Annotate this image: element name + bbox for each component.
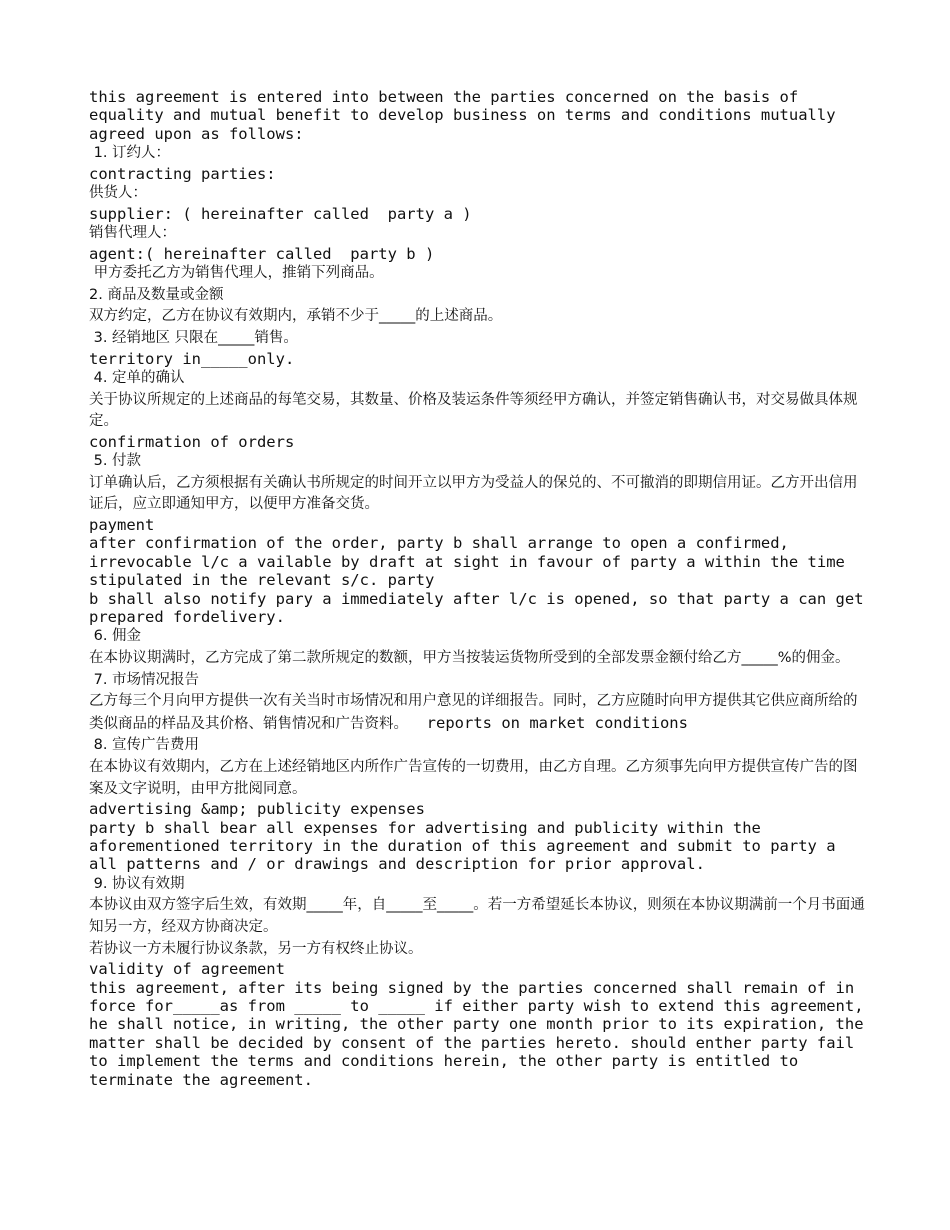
section-1-english-title: contracting parties: — [89, 164, 276, 183]
section-9-english-body: this agreement, after its being signed by the parties concerned shall remain of in force for_____as from _____ to _____ if either party wish to extend this agreement, he shall notice, in writing, the other party one month prior to its expiration, the matter shall be decided by consent of the parties hereto. should enther party fail to implement the terms and conditions herein, the other party is entitled to terminate the agreement. — [89, 978, 873, 1089]
agent-label-cn: 销售代理人： — [89, 225, 176, 242]
section-4-english-title: confirmation of orders — [89, 432, 295, 451]
section-4-heading: 4. 定单的确认 — [89, 370, 185, 386]
section-3-english: territory in_____only. — [89, 349, 295, 368]
section-9-body-2: 若协议一方未履行协议条款，另一方有权终止协议。 — [89, 940, 423, 957]
section-6-heading: 6. 佣金 — [89, 628, 142, 645]
section-5-english-body-2: b shall also notify pary a immediately after l/c is opened, so that party a can get prepared fordelivery. — [89, 589, 873, 626]
intro-paragraph: this agreement is entered into between the parties concerned on the basis of equality and mutual benefit to develop business on terms and conditions mutually agreed upon as follows: — [89, 88, 845, 143]
section-4-body: 关于协议所规定的上述商品的每笔交易，其数量、价格及装运条件等须经甲方确认，并签定销售确认书，对交易做具体规定。 — [89, 391, 858, 430]
section-5-body: 订单确认后，乙方须根据有关确认书所规定的时间开立以甲方为受益人的保兑的、不可撤消的即期信用证。乙方开出信用证后，应立即通知甲方，以便甲方准备交货。 — [89, 474, 858, 513]
section-8-english-body: party b shall bear all expenses for advertising and publicity within the aforementioned territory in the duration of this agreement and submit to party a all patterns and / or drawings and description for prior approval. — [89, 818, 845, 874]
section-9-english-title: validity of agreement — [89, 960, 285, 979]
section-7-body: 乙方每三个月向甲方提供一次有关当时市场情况和用户意见的详细报告。同时，乙方应随时向甲方提供其它供应商所给的类似商品的样品及其价格、销售情况和广告资料。 — [89, 693, 858, 732]
supplier-label-en: supplier: ( hereinafter called party a ) — [89, 204, 472, 223]
section-2-heading: 2. 商品及数量或金额 — [89, 286, 224, 303]
section-7-heading: 7. 市场情况报告 — [89, 671, 200, 688]
section-7-paragraph — [89, 691, 869, 735]
section-1-heading: 1. 订约人： — [89, 145, 171, 162]
section-3-heading: 3. 经销地区 只限在_____销售。 — [89, 330, 298, 346]
supplier-label-cn: 供货人： — [89, 185, 147, 202]
section-9-heading: 9. 协议有效期 — [89, 875, 185, 892]
section-8-english-title: advertising &amp; publicity expenses — [89, 800, 425, 819]
section-7-english-title: reports on market conditions — [408, 713, 688, 732]
agent-label-en: agent:( hereinafter called party b ) — [89, 244, 435, 263]
section-8-heading: 8. 宣传广告费用 — [89, 737, 200, 754]
section-9-body: 本协议由双方签字后生效，有效期_____年，自_____至_____。若一方希望延长本协议，则须在本协议期满前一个月书面通知另一方，经双方协商决定。 — [89, 897, 865, 935]
section-5-english-body-1: after confirmation of the order, party b shall arrange to open a confirmed, irrevocable l/c a vailable by draft at sight in favour of party a within the time stipulated in the relevant s/c. party — [89, 534, 855, 590]
section-1-note: 甲方委托乙方为销售代理人，推销下列商品。 — [89, 265, 384, 282]
section-2-body: 双方约定，乙方在协议有效期内，承销不少于_____的上述商品。 — [89, 308, 503, 325]
section-5-heading: 5. 付款 — [89, 453, 142, 470]
agreement-document — [89, 88, 873, 1089]
section-5-english-title: payment — [89, 515, 155, 534]
section-8-body: 在本协议有效期内，乙方在上述经销地区内所作广告宣传的一切费用，由乙方自理。乙方须事先向甲方提供宣传广告的图案及文字说明，由甲方批阅同意。 — [89, 758, 858, 797]
section-6-body: 在本协议期满时，乙方完成了第二款所规定的数额，甲方当按装运货物所受到的全部发票金额付给乙方_____%的佣金。 — [89, 650, 850, 666]
